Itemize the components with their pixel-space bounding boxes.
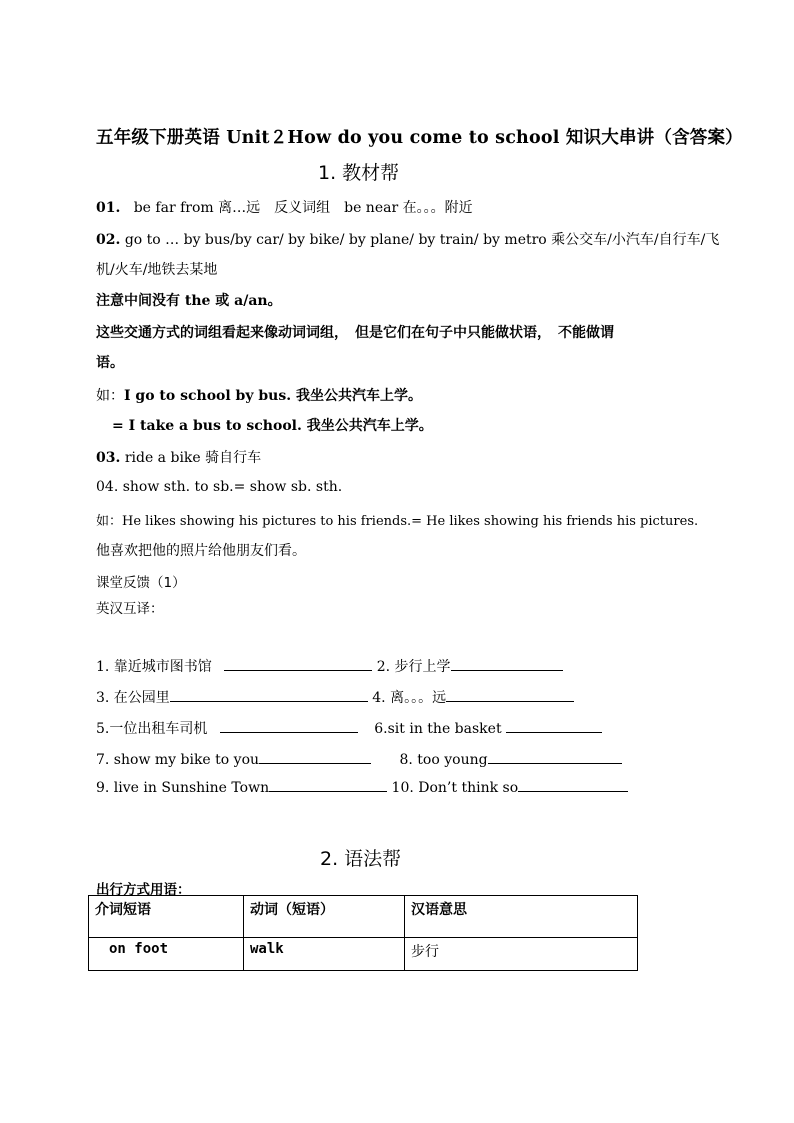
table-caption: 出行方式用语： <box>96 882 191 898</box>
item-03-text: ride a bike 骑自行车 <box>124 450 262 466</box>
document-title: 五年级下册英语 Unit２How do you come to school 知识大串讲（含答案） <box>96 128 743 148</box>
item-02-text: go to … by bus/by car/ by bike/ by plane/ by train/ by metro 乘公交车/小汽车/自行车/飞 <box>124 232 720 248</box>
question-6: 6.sit in the basket <box>374 721 502 737</box>
feedback-subheading: 英汉互译： <box>96 601 164 617</box>
table-header-cell: 汉语意思 <box>405 896 638 938</box>
exercise-row-4 <box>96 749 622 768</box>
item-02-continued: 机/火车/地铁去某地 <box>96 262 218 278</box>
item-03 <box>96 447 261 467</box>
example-2: = I take a bus to school. 我坐公共汽车上学。 <box>112 418 433 434</box>
item-01 <box>96 197 473 217</box>
section-heading-2: 2. 语法帮 <box>320 848 402 870</box>
exercise-row-1 <box>96 656 563 676</box>
answer-blank-2[interactable] <box>451 656 563 671</box>
answer-blank-1[interactable] <box>224 656 372 671</box>
item-03-number: 03. <box>96 450 121 466</box>
note-adverbial-continued: 语。 <box>96 355 124 371</box>
question-8: 8. too young <box>399 752 488 768</box>
question-7: 7. show my bike to you <box>96 752 260 768</box>
example-1 <box>96 385 422 405</box>
table-cell: walk <box>244 938 405 971</box>
answer-blank-5[interactable] <box>220 718 358 733</box>
question-1: 1. 靠近城市图书馆 <box>96 659 212 675</box>
answer-blank-4[interactable] <box>446 687 574 702</box>
example-3-translation: 他喜欢把他的照片给他朋友们看。 <box>96 543 306 559</box>
item-04: 04. show sth. to sb.= show sb. sth. <box>96 479 343 495</box>
question-2: 2. 步行上学 <box>376 659 451 675</box>
answer-blank-8[interactable] <box>488 749 622 764</box>
note-adverbial: 这些交通方式的词组看起来像动词词组， 但是它们在句子中只能做状语， 不能做谓 <box>96 325 614 341</box>
section-heading-1: 1. 教材帮 <box>318 162 400 184</box>
note-article: 注意中间没有 the 或 a/an。 <box>96 293 282 309</box>
question-10: 10. Don’t think so <box>391 780 519 796</box>
item-01-text: be far from 离…远 反义词组 be near 在。。。附近 <box>133 200 473 216</box>
table-row <box>89 938 638 971</box>
item-02-number: 02. <box>96 232 121 248</box>
table-cell: on foot <box>89 938 244 971</box>
example-3 <box>96 510 698 529</box>
feedback-heading: 课堂反馈（1） <box>96 575 186 591</box>
question-4: 4. 离。。。远 <box>372 690 447 706</box>
question-3: 3. 在公园里 <box>96 690 170 706</box>
example-3-label: 如： <box>96 514 123 529</box>
example-1-text: I go to school by bus. 我坐公共汽车上学。 <box>124 388 422 404</box>
exercise-row-5 <box>96 777 628 796</box>
example-label: 如： <box>96 388 124 404</box>
travel-phrases-table <box>88 895 638 971</box>
answer-blank-3[interactable] <box>170 687 368 702</box>
answer-blank-7[interactable] <box>259 749 371 764</box>
table-header-cell: 介词短语 <box>89 896 244 938</box>
table-header-row <box>89 896 638 938</box>
question-5: 5.一位出租车司机 <box>96 721 208 737</box>
question-9: 9. live in Sunshine Town <box>96 780 270 796</box>
answer-blank-9[interactable] <box>269 777 387 792</box>
item-01-number: 01. <box>96 200 121 216</box>
exercise-row-3 <box>96 718 602 738</box>
item-02 <box>96 229 719 249</box>
exercise-row-2 <box>96 687 574 707</box>
table-header-cell: 动词（短语） <box>244 896 405 938</box>
answer-blank-10[interactable] <box>518 777 628 792</box>
table-cell: 步行 <box>405 938 638 971</box>
answer-blank-6[interactable] <box>506 718 602 733</box>
example-3-text: He likes showing his pictures to his friends.= He likes showing his friends his pictures. <box>122 514 699 529</box>
